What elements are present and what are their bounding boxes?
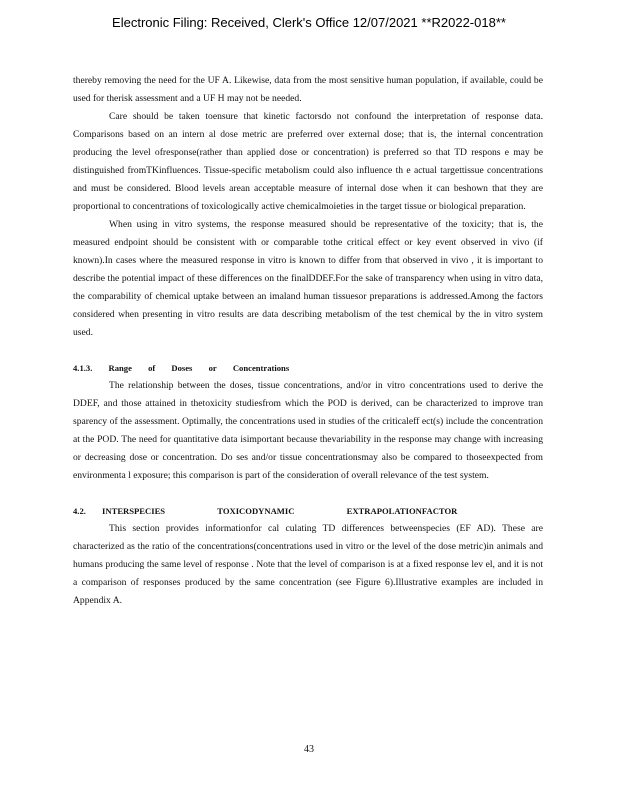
spacer — [73, 342, 543, 359]
heading-word: Range — [108, 363, 132, 373]
heading-word: of — [148, 363, 156, 373]
heading-word: EXTRAPOLATIONFACTOR — [346, 506, 458, 516]
heading-word: TOXICODYNAMIC — [217, 506, 295, 516]
paragraph-interspecies: This section provides informationfor cal culating TD differences betweenspecies (EF AD). These are characterized as the ratio of the concentrations(concentrations used in vitro or the level of the dose metric)in animals and humans producing the same level of response . Note that the level of comparison is at a fixed response lev el, and it is not a comparison of responses produced by the same concentration (see Figure 6).Illustrative examples are included in Appendix A. — [73, 523, 543, 606]
heading-word: Doses — [171, 363, 193, 373]
paragraph-kinetic-factors: Care should be taken toensure that kinetic factorsdo not confound the interpretation of response data. Comparisons based on an intern al dose metric are preferred over external dose; that is, the internal concentration producing the level ofresponse(rather than applied dose or concentration) is preferred so that TD respons e may be distinguished fromTKinfluences. Tissue-specific metabolism could also influence th e actual targettissue concentrations and must be considered. Blood levels arean acceptable measure of internal dose when it can beshown that they are proportional to concentrations of toxicologically active chemicalmoieties in the target tissue or biological preparation. — [73, 111, 543, 212]
section-number: 4.1.3. — [73, 363, 93, 373]
section-heading-4-1-3 — [73, 359, 543, 377]
paragraph-range-of-doses: The relationship between the doses, tissue concentrations, and/or in vitro concentrations used to derive the DDEF, and those attained in thetoxicity studiesfrom which the POD is derived, can be characterized to improve tran sparency of the assessment. Optimally, the concentrations used in studies of the criticaleff ect(s) include the concentration at the POD. The need for quantitative data isimportant because thevariability in the response may change with increasing or decreasing dose or concentration. Do ses and/or tissue concentrationsmay also be compared to thoseexpected from environmenta l exposure; this comparison is part of the consideration of overall relevance of the test system. — [73, 380, 543, 481]
section-heading-4-2 — [73, 502, 543, 520]
page-number: 43 — [304, 744, 314, 755]
heading-word: Concentrations — [232, 363, 290, 373]
section-number: 4.2. — [73, 506, 86, 516]
paragraph-continuation: thereby removing the need for the UF A. Likewise, data from the most sensitive human population, if available, could be used for therisk assessment and a UF H may not be needed. — [73, 75, 543, 104]
heading-word: or — [208, 363, 217, 373]
paragraph-in-vitro: When using in vitro systems, the response measured should be representative of the toxicity; that is, the measured endpoint should be consistent with or comparable tothe critical effect or key event observed in vivo (if known).In cases where the measured response in vitro is known to differ from that observed in vivo , it is important to describe the potential impact of these differences on the finalDDEF.For the sake of transparency when using in vitro data, the comparability of chemical uptake between an imaland human tissuesor preparations is addressed.Among the factors considered when presenting in vitro results are data describing metabolism of the test chemical by the in vitro system used. — [73, 219, 543, 338]
heading-word: INTERSPECIES — [102, 506, 166, 516]
spacer — [73, 485, 543, 502]
document-body — [73, 72, 543, 610]
filing-header: Electronic Filing: Received, Clerk's Office 12/07/2021 **R2022-018** — [112, 15, 506, 30]
